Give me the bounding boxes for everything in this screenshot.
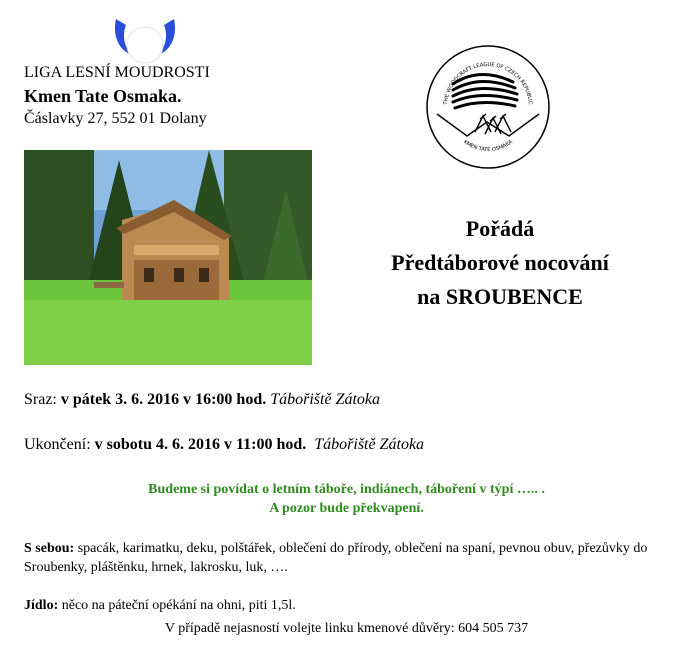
address: Čáslavky 27, 552 01 Dolany — [24, 110, 207, 127]
meeting-time: v pátek 3. 6. 2016 v 16:00 hod. — [56, 391, 267, 408]
woodcraft-league-logo — [425, 44, 551, 170]
end-place: Tábořiště Zátoka — [314, 436, 425, 453]
tribe-name: Kmen Tate Osmaka. — [24, 86, 182, 106]
svg-text:KMEN TATE OSMAKA: KMEN TATE OSMAKA — [462, 139, 514, 154]
end-time: v sobotu 4. 6. 2016 v 11:00 hod. — [90, 436, 307, 453]
org-name: LIGA LESNÍ MOUDROSTI — [24, 64, 210, 81]
note-line-2: A pozor bude překvapení. — [269, 501, 424, 516]
program-note — [24, 480, 669, 518]
bring-list — [24, 539, 684, 577]
log-cabin-photo — [24, 150, 312, 365]
meeting-label: Sraz: — [24, 391, 57, 408]
horns-logo-icon — [110, 17, 180, 67]
meeting-place: Tábořiště Zátoka — [270, 391, 381, 408]
headline — [330, 212, 670, 314]
meeting-line — [24, 391, 380, 409]
food-label: Jídlo: — [24, 598, 59, 613]
svg-text:THE WOODCRAFT LEAGUE OF CZECH: THE WOODCRAFT LEAGUE OF CZECH REPUBLIC — [443, 61, 533, 105]
end-line — [24, 436, 424, 454]
end-label: Ukončení: — [24, 436, 91, 453]
contact-line: V případě nejasností volejte linku kmenové důvěry: 604 505 737 — [164, 621, 529, 636]
headline-line-3: na SROUBENCE — [417, 284, 583, 309]
headline-line-2: Předtáborové nocování — [391, 250, 609, 275]
food-line — [24, 598, 296, 614]
bring-label: S sebou: — [24, 541, 75, 556]
bring-items: spacák, karimatku, deku, polštářek, oblečení do přírody, oblečení na spaní, pevnou obuv, přezůvky do Sroubenky, pláštěnku, hrnek, lakrosku, luk, …. — [24, 541, 648, 575]
food-text: něco na páteční opékání na ohni, piti 1,5l. — [58, 598, 296, 613]
headline-line-1: Pořádá — [465, 216, 535, 241]
note-line-1: Budeme si povídat o letním táboře, indiánech, táboření v týpí ….. . — [148, 482, 545, 497]
